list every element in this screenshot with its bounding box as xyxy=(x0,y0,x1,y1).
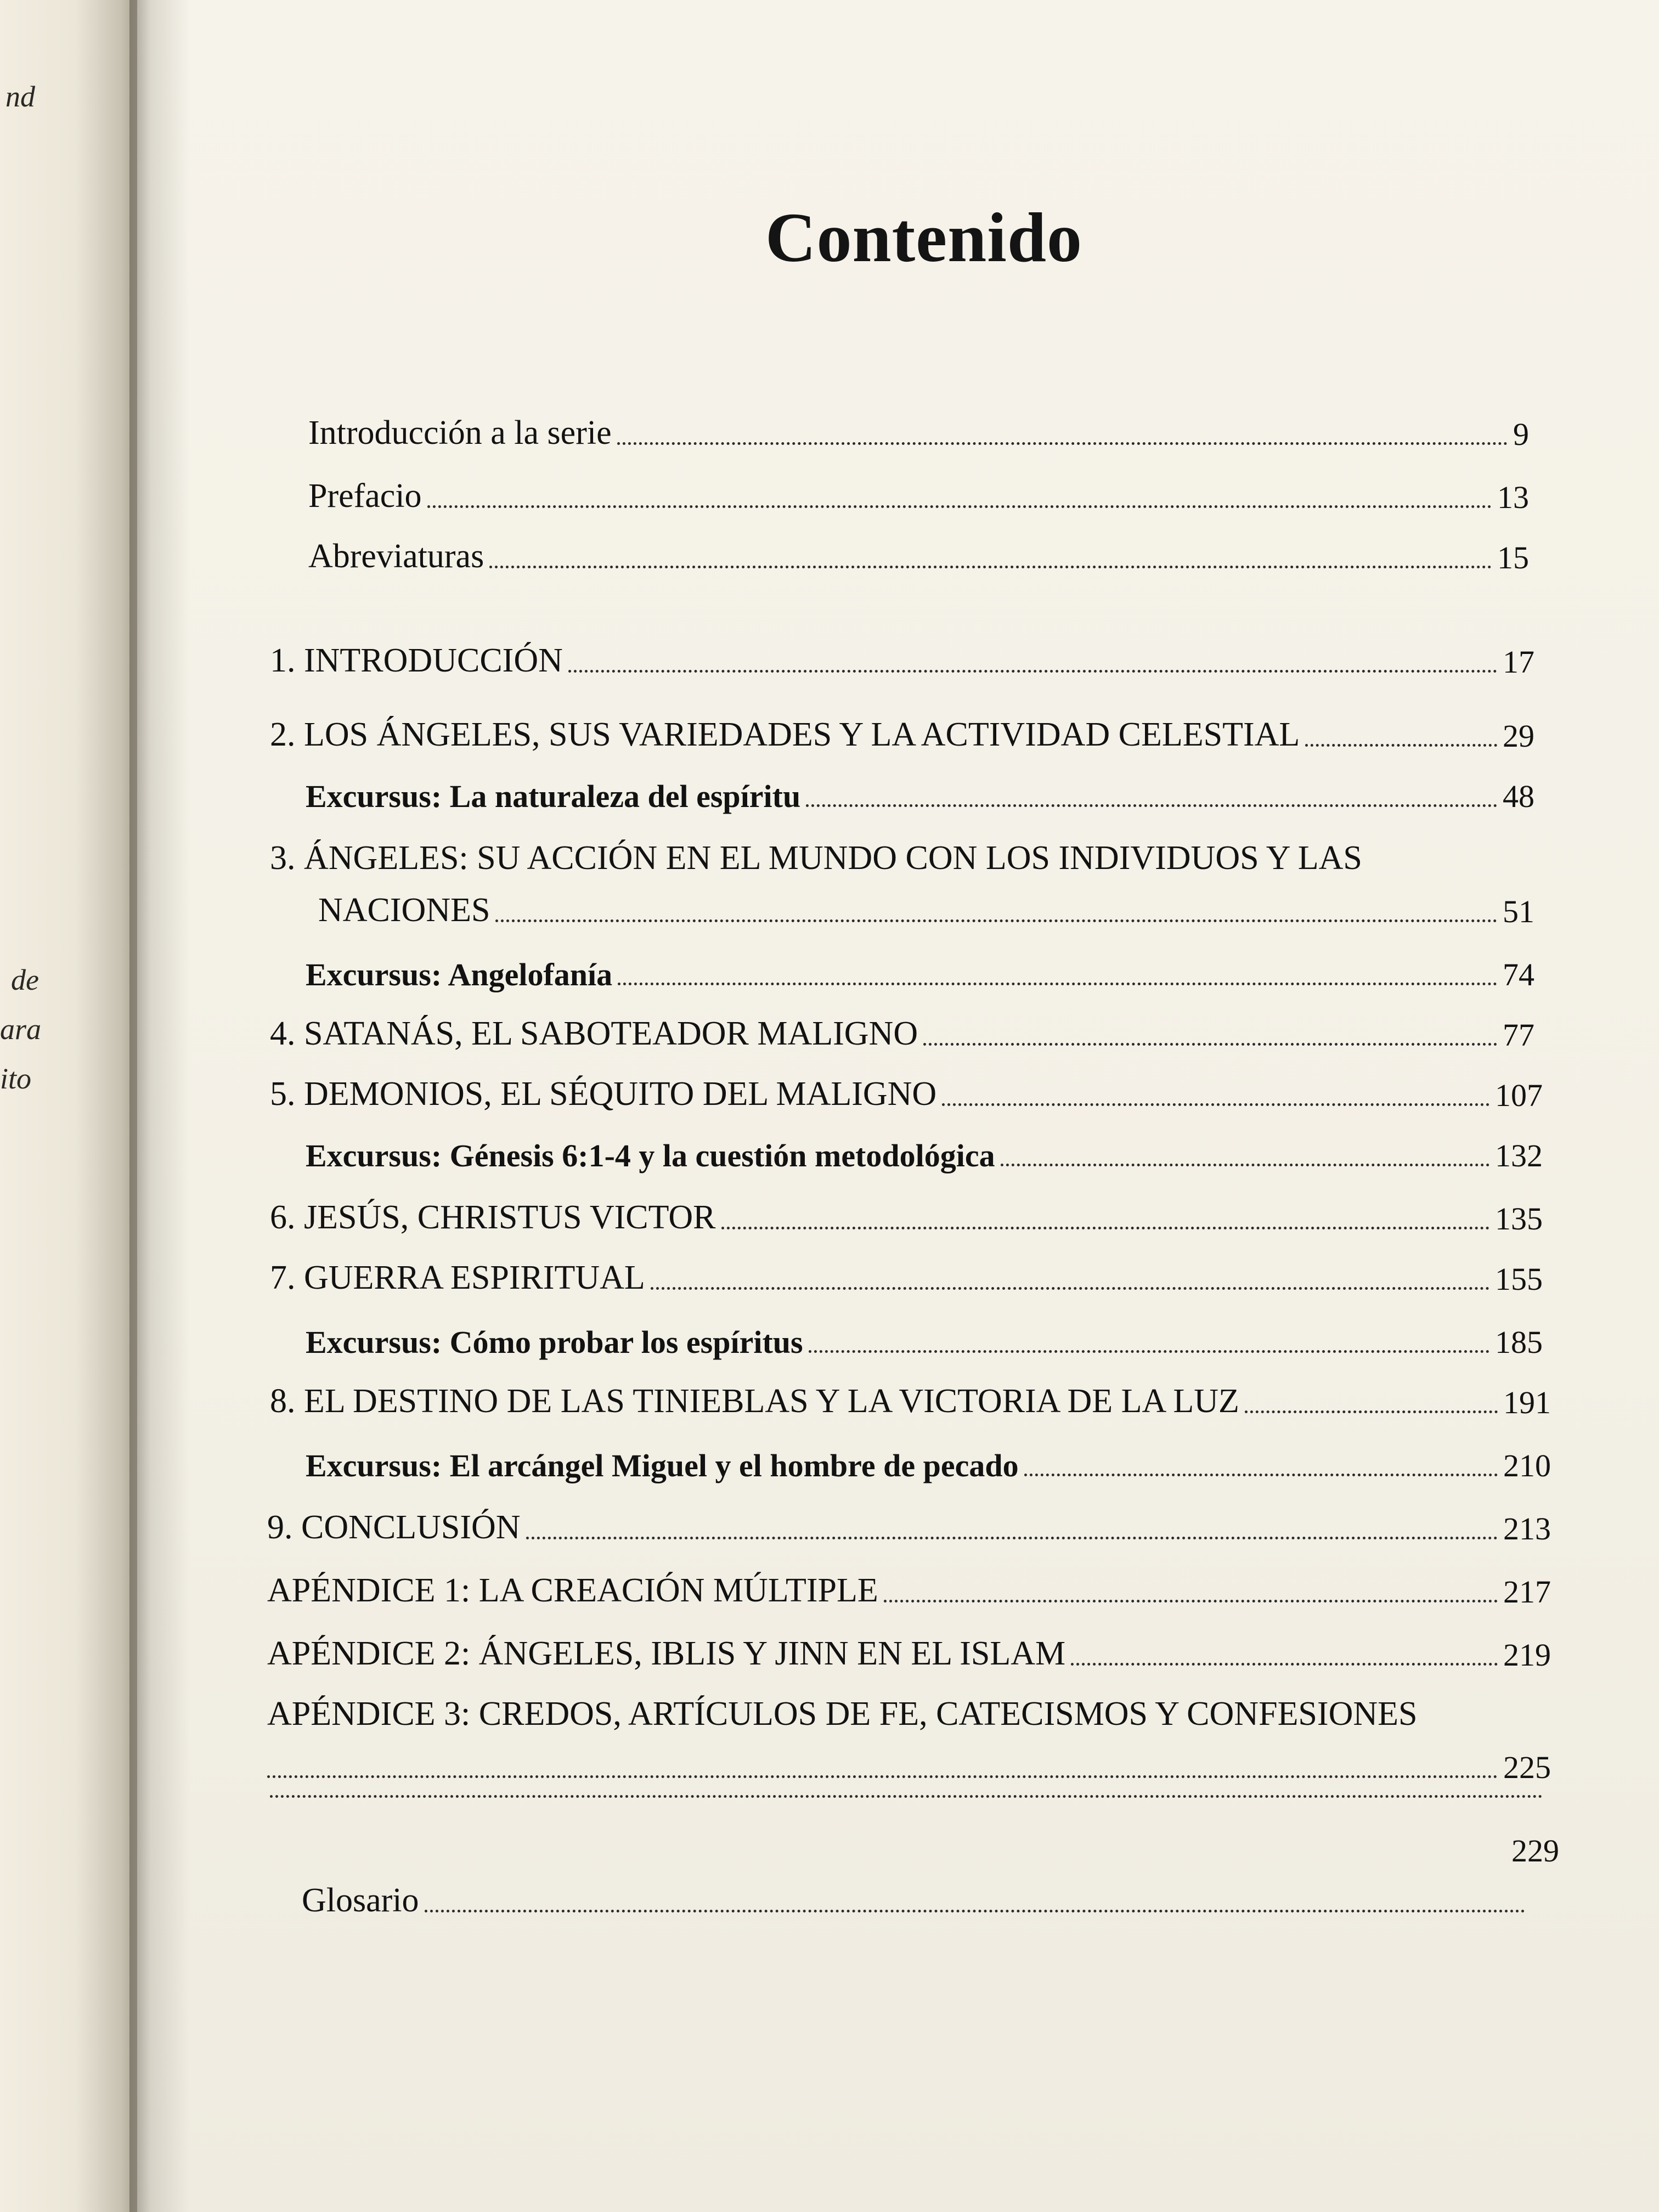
toc-entry-label: Excursus: Génesis 6:1-4 y la cuestión metodológica xyxy=(306,1138,995,1173)
dot-leader xyxy=(923,1043,1497,1046)
dot-leader xyxy=(1245,1410,1498,1413)
dot-leader xyxy=(884,1600,1498,1602)
toc-entry-page: 74 xyxy=(1503,957,1534,992)
toc-entry xyxy=(306,771,1534,815)
toc-entry-page: 213 xyxy=(1503,1511,1551,1547)
toc-entry xyxy=(267,1690,1551,1734)
toc-entry xyxy=(308,532,1529,576)
dot-leader xyxy=(617,442,1508,445)
toc-entry-page: 107 xyxy=(1495,1077,1543,1113)
left-page-fragment: nd xyxy=(5,80,35,113)
toc-entry-label: Excursus: Angelofanía xyxy=(306,957,613,992)
toc-entry xyxy=(306,1317,1543,1361)
toc-entry xyxy=(270,1009,1534,1053)
spine-shadow xyxy=(129,0,190,2212)
toc-entry-label: Glosario xyxy=(302,1882,419,1919)
toc-entry-page: 17 xyxy=(1503,644,1534,680)
dot-leader xyxy=(489,566,1492,568)
toc-entry xyxy=(267,1629,1551,1673)
toc-entry-page: 185 xyxy=(1495,1324,1543,1360)
toc-entry-continuation xyxy=(267,1742,1551,1786)
left-page-fragment: ito xyxy=(0,1062,32,1095)
dot-leader xyxy=(618,983,1497,985)
toc-entry-label: APÉNDICE 1: LA CREACIÓN MÚLTIPLE xyxy=(267,1572,878,1609)
toc-entry-page: 13 xyxy=(1497,479,1529,515)
dot-leader xyxy=(270,1795,1543,1798)
toc-entry xyxy=(270,710,1534,754)
toc-entry-label: 1. INTRODUCCIÓN xyxy=(270,642,563,679)
toc-entry xyxy=(302,1876,1531,1920)
dot-leader xyxy=(1305,744,1497,747)
toc-entry xyxy=(270,636,1534,680)
dot-leader xyxy=(526,1537,1498,1539)
toc-entry-page: 210 xyxy=(1503,1448,1551,1483)
dot-leader xyxy=(267,1775,1498,1778)
toc-entry xyxy=(267,1566,1551,1610)
toc-entry xyxy=(306,1130,1543,1174)
toc-entry-page: 48 xyxy=(1503,778,1534,814)
toc-entry xyxy=(270,1070,1543,1114)
toc-entry xyxy=(308,472,1529,516)
toc-entry-page: 217 xyxy=(1503,1574,1551,1610)
left-facing-page xyxy=(0,0,137,2212)
toc-entry-label: Excursus: El arcángel Miguel y el hombre de pecado xyxy=(306,1448,1019,1483)
toc-entry xyxy=(306,949,1534,993)
page-title: Contenido xyxy=(765,199,1082,276)
toc-entry-label: Excursus: La naturaleza del espíritu xyxy=(306,778,801,814)
dot-leader xyxy=(721,1227,1489,1229)
dot-leader xyxy=(495,919,1497,922)
toc-entry-page: 155 xyxy=(1495,1261,1543,1297)
toc-entry-label: 5. DEMONIOS, EL SÉQUITO DEL MALIGNO xyxy=(270,1075,937,1113)
toc-entry-page: 15 xyxy=(1497,540,1529,575)
toc-entry-page: 229 xyxy=(1511,1833,1559,1869)
toc-entry-label: 3. ÁNGELES: SU ACCIÓN EN EL MUNDO CON LOS INDIVIDUOS Y LAS xyxy=(270,839,1362,877)
dot-leader xyxy=(568,670,1497,673)
toc-entry-page: 191 xyxy=(1503,1385,1551,1420)
toc-entry-page: 135 xyxy=(1495,1201,1543,1237)
toc-entry-label: Excursus: Cómo probar los espíritus xyxy=(306,1324,803,1360)
toc-entry-page: 77 xyxy=(1503,1017,1534,1053)
toc-entry-label: 7. GUERRA ESPIRITUAL xyxy=(270,1259,645,1296)
toc-entry-page: 51 xyxy=(1503,894,1534,929)
toc-entry-label: 8. EL DESTINO DE LAS TINIEBLAS Y LA VICTORIA DE LA LUZ xyxy=(270,1383,1239,1420)
toc-entry xyxy=(308,409,1529,453)
toc-entry xyxy=(270,1254,1543,1297)
toc-entry-label: 4. SATANÁS, EL SABOTEADOR MALIGNO xyxy=(270,1015,918,1052)
dot-leader xyxy=(1024,1474,1498,1476)
dot-leader xyxy=(806,804,1497,807)
toc-entry xyxy=(318,886,1534,930)
toc-entry-label: APÉNDICE 3: CREDOS, ARTÍCULOS DE FE, CATECISMOS Y CONFESIONES xyxy=(267,1695,1418,1733)
dot-leader xyxy=(651,1287,1489,1290)
left-page-fragment: de xyxy=(11,963,39,996)
toc-entry-label: Introducción a la serie xyxy=(308,414,612,452)
dot-leader xyxy=(942,1103,1489,1106)
toc-entry-label: NACIONES xyxy=(318,891,490,929)
dot-leader xyxy=(425,1910,1525,1912)
toc-entry xyxy=(270,1193,1543,1237)
dot-leader xyxy=(809,1350,1489,1353)
toc-entry-label: Abreviaturas xyxy=(308,538,484,575)
dot-leader xyxy=(1001,1164,1489,1166)
toc-entry-page: 225 xyxy=(1503,1750,1551,1785)
toc-entry-label: Prefacio xyxy=(308,477,422,515)
toc-entry-page: 132 xyxy=(1495,1138,1543,1173)
toc-entry xyxy=(270,1377,1551,1421)
toc-entry-label: 9. CONCLUSIÓN xyxy=(267,1509,521,1546)
toc-entry-page: 9 xyxy=(1513,416,1529,452)
dot-leader xyxy=(1071,1663,1498,1666)
toc-entry-page: 219 xyxy=(1503,1637,1551,1673)
toc-entry-label: 6. JESÚS, CHRISTUS VICTOR xyxy=(270,1199,716,1236)
toc-entry-label: 2. LOS ÁNGELES, SUS VARIEDADES Y LA ACTIVIDAD CELESTIAL xyxy=(270,716,1300,753)
toc-entry-page: 29 xyxy=(1503,718,1534,754)
toc-entry xyxy=(267,1503,1551,1547)
toc-entry-label: APÉNDICE 2: ÁNGELES, IBLIS Y JINN EN EL ISLAM xyxy=(267,1635,1066,1672)
left-page-fragment: ara xyxy=(0,1013,42,1046)
dot-leader xyxy=(427,505,1492,508)
toc-entry xyxy=(306,1440,1551,1484)
toc-entry xyxy=(270,834,1534,878)
